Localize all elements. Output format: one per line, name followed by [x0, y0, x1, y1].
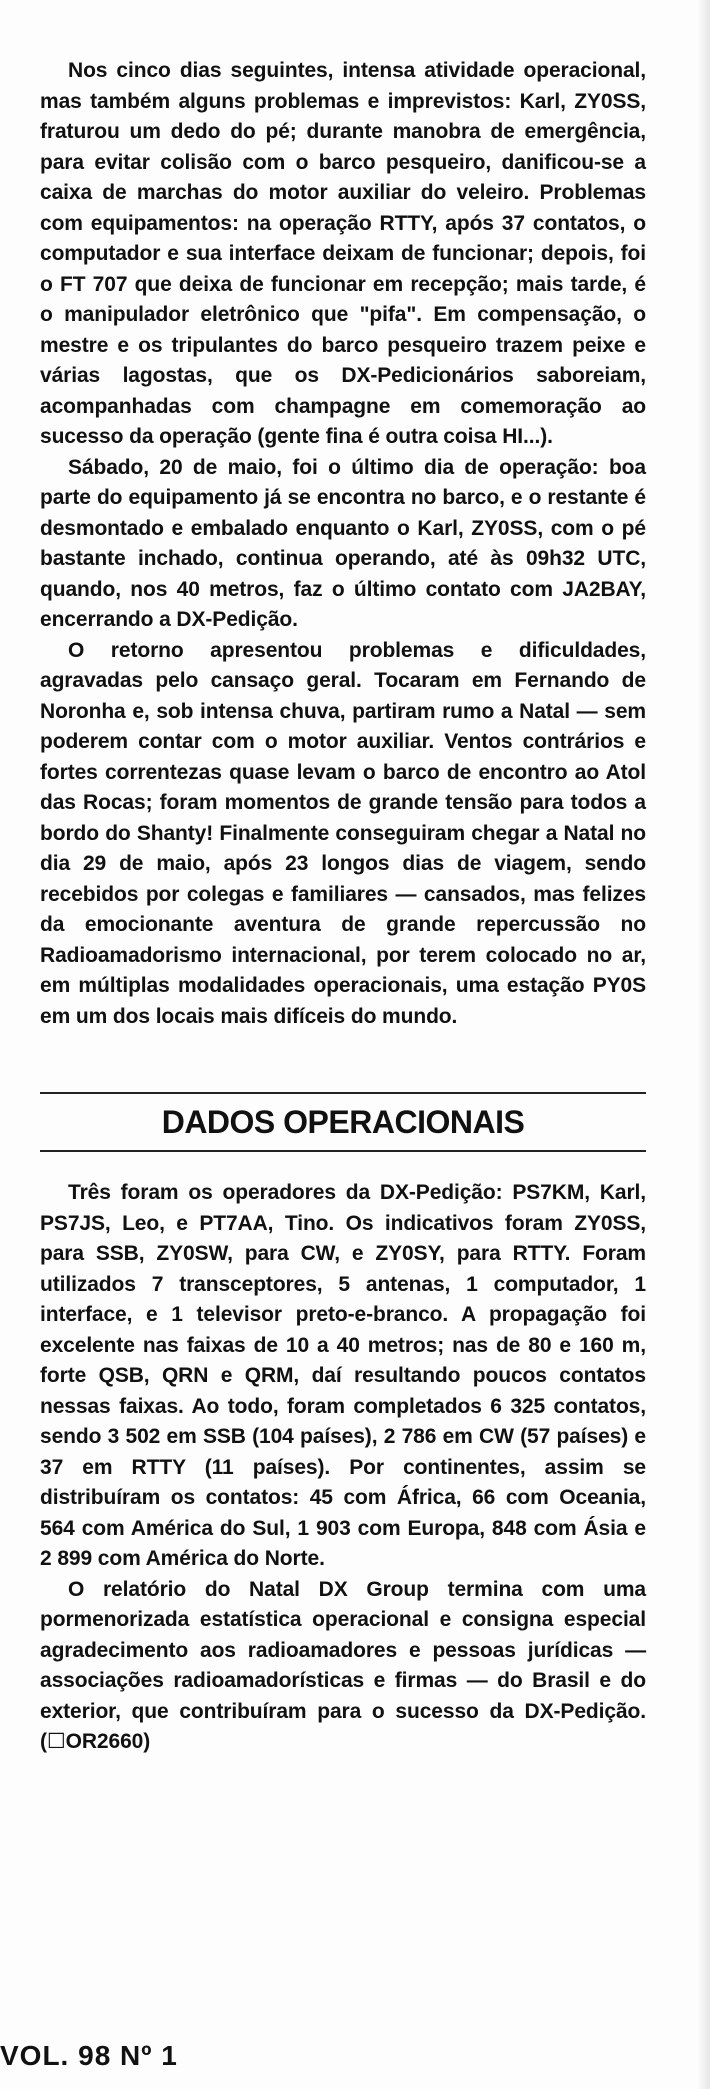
article-paragraph-1: Nos cinco dias seguintes, intensa atividade operacional, mas também alguns problemas e imprevistos: Karl, ZY0SS, fraturou um dedo do pé; durante manobra de emergência, para evitar colisão com o barco pesqueiro, danificou-se a caixa de marchas do motor auxiliar do veleiro. Problemas com equipamentos: na operação RTTY, após 37 contatos, o computador e sua interface deixam de funcionar; depois, foi o FT 707 que deixa de funcionar em recepção; mais tarde, é o manipulador eletrônico que "pifa". Em compensação, o mestre e os tripulantes do barco pesqueiro trazem peixe e várias lagostas, que os DX-Pedicionários saboreiam, acompanhadas com champagne em comemoração ao sucesso da operação (gente fina é outra coisa HI...). [40, 59, 646, 448]
article-paragraph-3: O retorno apresentou problemas e dificuldades, agravadas pelo cansaço geral. Tocaram em Fernando de Noronha e, sob intensa chuva, partiram rumo a Natal — sem poderem contar com o motor auxiliar. Ventos contrários e fortes correntezas quase levam o barco de encontro ao Atol das Rocas; foram momentos de grande tensão para todos a bordo do Shanty! Finalmente conseguiram chegar a Natal no dia 29 de maio, após 23 longos dias de viagem, sendo recebidos por colegas e familiares — cansados, mas felizes da emocionante aventura de grande repercussão no Radioamadorismo internacional, por terem colocado no ar, em múltiplas modalidades operacionais, uma estação PY0S em um dos locais mais difíceis do mundo. [40, 638, 646, 1028]
page-edge-shadow [696, 0, 710, 2089]
section-title: DADOS OPERACIONAIS [161, 1104, 525, 1140]
operational-data-paragraph-1: Três foram os operadores da DX-Pedição: PS7KM, Karl, PS7JS, Leo, e PT7AA, Tino. Os indicativos foram ZY0SS, para SSB, ZY0SW, para CW, e ZY0SY, para RTTY. Foram utilizados 7 transceptores, 5 antenas, 1 computador, 1 interface, e 1 televisor preto-e-branco. A propagação foi excelente nas faixas de 10 a 40 metros; nas de 80 e 160 m, forte QSB, QRN e QRM, daí resultando poucos contatos nessas faixas. Ao todo, foram completados 6 325 contatos, sendo 3 502 em SSB (104 países), 2 786 em CW (57 países) e 37 em RTTY (11 países). Por continentes, assim se distribuíram os contatos: 45 com África, 66 com Oceania, 564 com América do Sul, 1 903 com Europa, 848 com Ásia e 2 899 com América do Norte. [40, 1181, 646, 1570]
article-column [40, 56, 646, 1758]
operational-data-paragraph-2: O relatório do Natal DX Group termina com uma pormenorizada estatística operacional e consigna especial agradecimento aos radioamadores e pessoas jurídicas — associações radioamadorísticas e firmas — do Brasil e do exterior, que contribuíram para o sucesso da DX-Pedição.(☐OR2660) [40, 1577, 646, 1753]
volume-footer: VOL. 98 Nº 1 [0, 2040, 178, 2071]
section-rule-bottom [40, 1150, 646, 1152]
section-rule-top [40, 1092, 646, 1094]
article-paragraph-2: Sábado, 20 de maio, foi o último dia de operação: boa parte do equipamento já se encontra no barco, e o restante é desmontado e embalado enquanto o Karl, ZY0SS, com o pé bastante inchado, continua operando, até às 09h32 UTC, quando, nos 40 metros, faz o último contato com JA2BAY, encerrando a DX-Pedição. [40, 455, 646, 631]
